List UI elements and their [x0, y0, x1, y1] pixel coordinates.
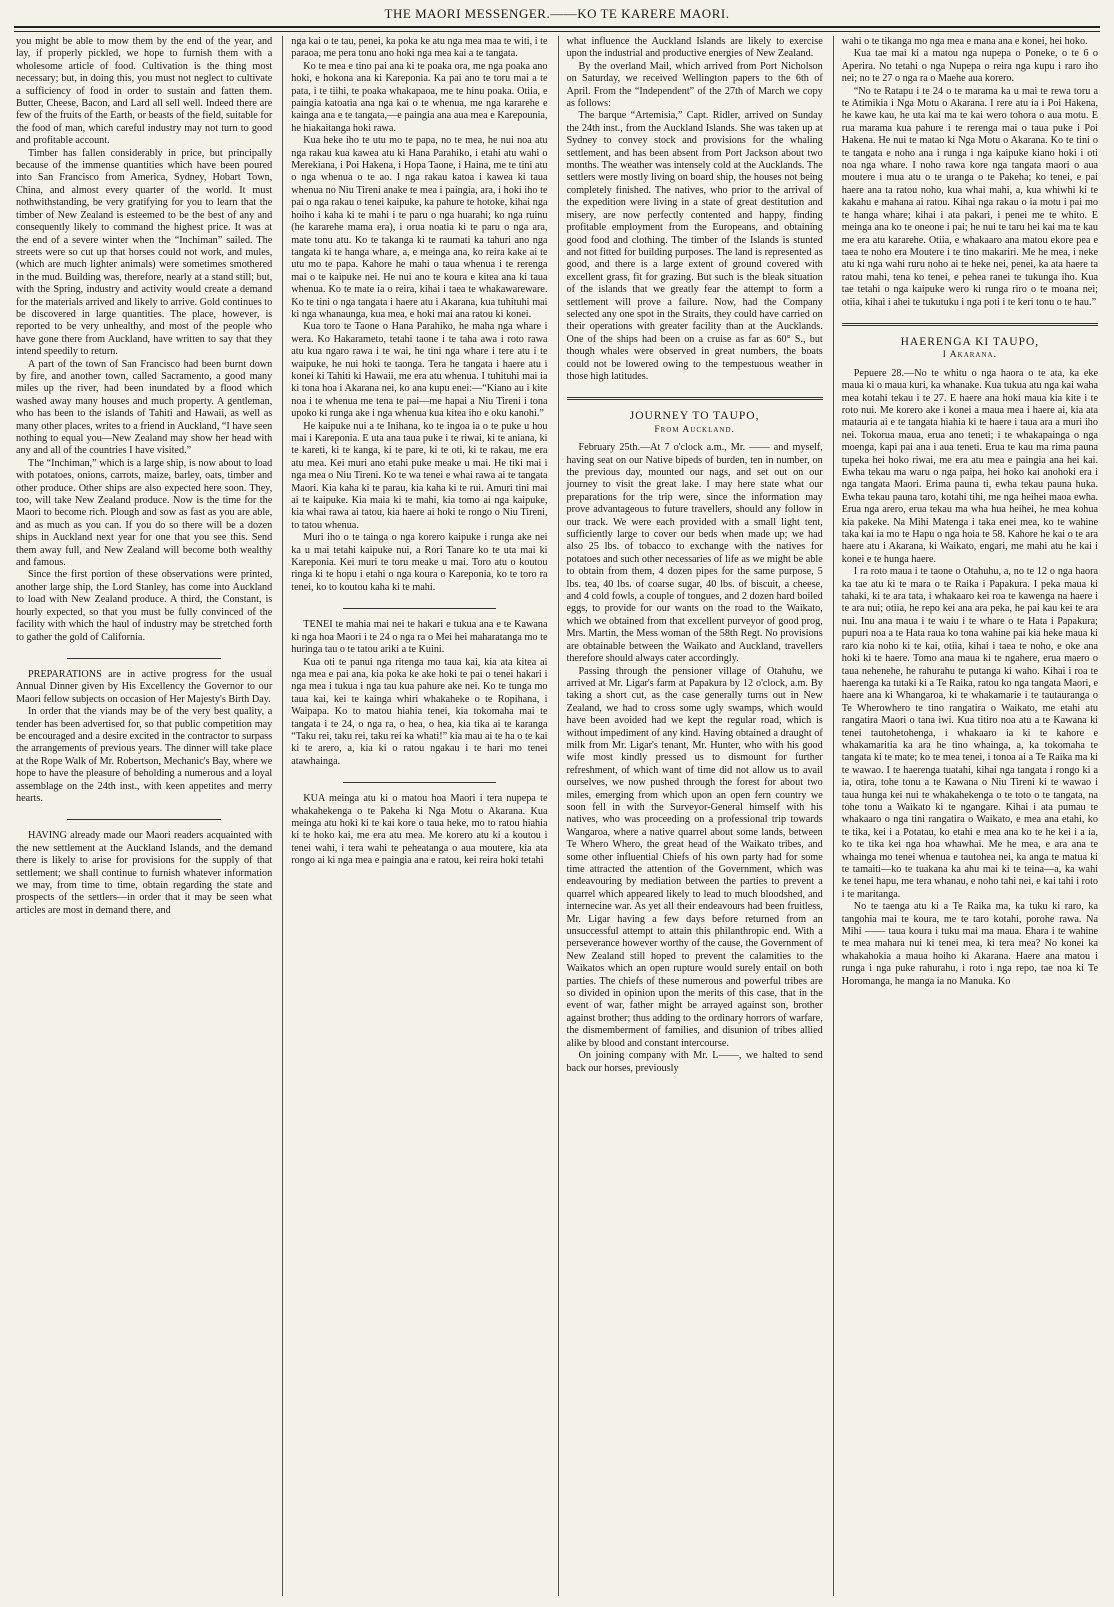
col1-para-8: HAVING already made our Maori readers acquainted with the new settlement at the Auckland Islands, and the demand there is likely to arise for provisions for the supply of that settlement; we shall continue to furnish whatever information we may, from time to time, obtain regarding the state and prospects of the settlers—in order that it may be seen what articles are most in demand there, and [16, 830, 273, 916]
column-3 [558, 36, 825, 1596]
col4-heading: HAERENGA KI TAUPO, [900, 335, 1040, 348]
col2-para-4: Kua toro te Taone o Hana Parahiko, he maha nga whare i wera. Ko Hakarameto, tetahi taone i te taha awa i roto rawa atu kua ngaro rawa i te wai, he tini nga whare i tere atu i te waipuke, he nui hoki te taonga. Tera he tangata i haere atu i konei ki Tahiti ki Hawaii, me era atu whenua. I tuhituhi mai ia ki tona hoa i Akarana nei, ko ana kupu enei:—“Kiano au i kite noa i te whenua me tena te pai—me hapai a Niu Tireni i tona upoko ki runga ake i nga whenua kua kitea iho e oku kanohi.” [291, 321, 548, 420]
col4-para-2: Kua tae mai ki a matou nga nupepa o Poneke, o te 6 o Aperira. No tetahi o nga Nupepa o reira nga kupu i raro iho nei; no te 27 o nga ra o Maehe aua korero. [841, 48, 1098, 85]
col4-para-6: No te taenga atu ki a Te Raika ma, ka tuku ki raro, ka tangohia mai te koura, me te taro kotahi, porohe rawa. Na Mihi —— taua koura i tuku mai ma maua. Ehara i te wahine te mea mahara nui ki tenei mea, ki tera mea? No konei ka whakahokia a maua hoiho ki Akarana. Haere ana matou i runga i nga puke rahurahu, i roto i nga repo, tae noa ki Te Horomanga, he manga ia no Manuka. Ko [841, 901, 1098, 987]
col2-divider-1 [343, 608, 497, 609]
col4-para-3: “No te Ratapu i te 24 o te marama ka u mai te rewa toru a te Atimikia i Nga Motu o Akarana. I rere atu ia i Poi Hakena, he kawe kau, he uta kai ma te kai wero tohora o aua motu. E rua marama kua pahure i te rerenga mai o taua puke i Poi Hakena. He nui te matao ki Nga Motu o Akarana. Ko te tini o te tangata e noho ana i runga i nga kaipuke kiano hoki i oti noa nga whare. I noho rawa kore nga tangata maori o aua moutere i mua atu o te uranga o te Pakeha; ko tenei, e pai haere ana ta ratou noho, kua whai mahi, a, kua whiwhi ki te kakahu e mahana ai ratou. Kihai nga rakau o ia motu i pai mo te hanga whare; kihai i ata pakari, i penei me te whito. E meinga ana ko te oneone i pai; he nui te taru hei kai ma te kau me era atu kararehe. Otiia, e whakaaro ana matou ekore pea e taea te noho era Moutere i te tino makariri. Me he mea, i neke atu ki nga wahi ruru noho ai te heke nei, penei, ka ata haere ta ratou mahi, tena ko tenei, e pehea ranei te tukunga iho. Kua tae tetahi o nga kaipuke wero ki runga riro o te moana nei; otiia, kihai i ahei te tukutuku i nga poti i te keri tonu o te hau.” [841, 85, 1098, 308]
col2-para-8: Kua oti te panui nga ritenga mo taua kai, kia ata kitea ai nga mea e pai ana, kia poka ke ake hoki te pai o tenei hakari i nga mea i tukua i nga tau kua pahure ake nei. Ko te tunga mo taua kai, kei te kainga whiri whakaheke o te Ropihana, i Waipapa. Ko to matou hiahia tenei, kia tokomaha mai te tangata i te 24, o nga ra, o hea, o hea, kia tika ai te karanga “Taku rei, taku rei, taku rei ka whati!” kia mau ai te ha o te kai ki te arero, a, kia ki o ratou ngakau i te hari mo tenei atawhainga. [291, 656, 548, 767]
masthead-rule [14, 26, 1100, 32]
col4-para-4: Pepuere 28.—No te whitu o nga haora o te ata, ka eke maua ki o maua kuri, ka whanake. Kua tukua atu nga kai waha mea kotahi tekau i te 27. E haere ana hoki maua kia kite i te roto nui. Me korero ake i konei a maua mea i haere ai, kia ata matauria ai e te tangata hiahia ki te haere i taua ara a muri iho nei. Tokorua maua, erua ano teneti; i te whakapainga o nga moenga, kapi pai ana i aua teneti. Erua te kau ma rima pauna tupeka hei hoko riwai, me era atu mea e paingia ana hei kai. Ewha tekau ma waru o nga paipa, hei hoko kai anohoki era i nga tangata Maori. Erima pauna ti, ewha tekau pauna huka. Ewha tekau pauna taro, kotahi tihi, me nga heihei maoa ewha. Erua nga arero, erua tekau ma wha hua heihei, he mea kohua kia pakeke. Na Mihi Matenga i taka enei mea, ko te wahine taka kai ia mo te Hapu o nga hoia te 58. Kahore he kai o te ara haere atu i Akarana, ki Waikato, engari, me mahi atu he kai i konei e te hunga haere. [841, 367, 1098, 565]
col1-para-6: PREPARATIONS are in active progress for the usual Annual Dinner given by His Excellency the Governor to our Maori fellow subjects on occasion of Her Majesty's Birth Day. [16, 668, 273, 705]
col2-para-5: He kaipuke nui a te Inihana, ko te ingoa ia o te puke u hou mai i Kareponia. E uta ana taua puke i te riwai, ki te aniana, ki te kareti, ki te kanga, ki te pare, ki te oti, ki te rakau, me era atu mea. Kei muri ano etahi puke meake u mai. He tiki mai i nga mea o Niu Tireni. Ko te wa tenei e whai rawa ai te tangata Maori. Kia kaha ki te parau, kia kaha ki te rui. Amuri tini mai ai te kaipuke. Kia maia ki te mahi, kia tomo ai nga kaipuke, kia whai rawa ai tatou, kia haere ai hoki te rongo o Niu Tireni, to tatou whenua. [291, 420, 548, 531]
col4-subheading: I Akarana. [942, 350, 997, 361]
columns [14, 36, 1100, 1596]
col1-para-4: The “Inchiman,” which is a large ship, is now about to load with potatoes, onions, carrots, maize, barley, oats, timber and other produce. Other ships are also expected here soon. They, too, will take New Zealand produce. Now is the time for the Maori to become rich. Plough and sow as fast as you are able, and as much as you can. If you do so there will be a dozen ships in Auckland next year for one that you see this. Send them away full, and New Zealand will become both wealthy and famous. [16, 457, 273, 569]
col3-para-1: what influence the Auckland Islands are likely to exercise upon the industrial and productive energies of New Zealand. [566, 36, 823, 60]
col2-para-7: TENEI te mahia mai nei te hakari e tukua ana e te Kawana ki nga hoa Maori i te 24 o nga ra o Mei hei maharatanga mo te huringa tau o te tatou ariki a te Kuini. [291, 619, 548, 656]
column-2 [282, 36, 549, 1596]
col3-para-4: February 25th.—At 7 o'clock a.m., Mr. —— and myself, having seat on our Native bipeds of burden, ten in number, on the previous day, mounted our nags, and set out on our journey to visit the great lake. I may here state what our preparations for the trip were, since the information may prove advantageous to future travellers, should any follow in our track. We were each provided with a small light tent, sufficiently large to cover our beds when made up; we had also 25 lbs. of tobacco to exchange with the natives for potatoes and such other necessaries of life as we might be able to obtain from them, 4 dozen pipes for the same purpose, 5 lbs. tea, 40 lbs. of coarse sugar, 40 lbs. of biscuit, a cheese, and 4 cold fowls, a couple of tongues, and 2 dozen hard boiled eggs, to provide for our wants on the road to the Waikato, which we obtained from that excellent purveyor of good prog, Mrs. Martin, the Mess woman of the 58th Regt. No provisions are obtainable between the Waikato and Auckland, travellers therefore should always cater accordingly. [566, 442, 823, 665]
column-1 [14, 36, 274, 1596]
col4-para-5: I ra roto maua i te taone o Otahuhu, a, no te 12 o nga haora ka tae atu ki te mara o te Raika i Papakura. I peka maua ki tahaki, ki te ara tata, i whakaaro kei roa te kawenga na haere i te ara nui; otiia, he repo kei ana ara peka, he pai kau kei te ara nui. Inu ana maua i te waiu i te whare o te Hata i Papakura; pupuri noa a te Hata raua ko tona wahine pai kia heke maua ki raro kia noho ki te kai, otiia, kihai i taea te noho, e oke ana hoki ki te haere. Tomo ana maua ki te ngahere, erua maero o taua nehenehe, he rahurahu te putanga ki waho. Kihai i roa te haerenga ka tutaki ki a Te Raika, ratou ko nga tangata Maori, e haere ana ki Whangaroa, ki te whakamarie i te tautauranga o Te Wherowhero te tino rangatira o Waikato, me etahi atu rangatira Maori o tana iwi. Kua titiro noa atu a te Kawana ki tenei tautohetohenga, i whakaaro ia ki te kahore e whakamaritia ka ara he tino whainga, a, ka tokomaha te tangata ki te mate; ko te mea tenei, i tonoa ai a Te Raika ma ki te wawao. I te haerenga tuatahi, kihai nga tangata i rongo ki a ia, otira, tohe tonu a te Kawana o Niu Tireni ki te wawao i taua hunga kei nui te whakahekenga o te toto o te tangata, na tohe tonu a Waikato ki te ngangare. Kihai i ata pumau te whakaaro o nga tini rangatira o Waikato, e mea ana etahi, ko te tika, kei i a Potatau, ko etahi e mea ana ko te he kei i a ia, ko te tika kei nga hoa whawhai. Me he mea, e ara ana te whainga mo tenei whenua e tautohea nei, ka anga te matua ki te tamaiti—ko te tuakana ka ahu mai ki te teina—a, ka wahi ke tenei hapu, me tera whanau, e noho tahi nei, e kai tahi i roto i te maritanga. [841, 566, 1098, 900]
column-4 [833, 36, 1100, 1596]
col4-para-1: wahi o te tikanga mo nga mea e mana ana e konei, hei hoko. [841, 36, 1088, 47]
col2-para-3: Kua heke iho te utu mo te papa, no te mea, he nui noa atu nga rakau kua kawea atu ki Hana Parahiko, i etahi atu wahi o Merekiana, i Poi Hakena, i Hopa Taone, i Haina, me te tini atu o nga whenua o te ao. I nga rakau katoa i kawea ki taua whenua no Niu Tireni anake te mea i paingia, ara, i hoki iho te pai o nga rakau o tenei kaipuke, ka pahure te hotoke, kihai nga hoiho i kaha ki te mahi i te paru o nga huarahi; ko nga ruinu (he kararehe mama era), i orua noatia ki te paru o nga ara, mate tonu atu. Ko te takanga ki te raumati ka tahuri ano nga tangata ki te hanga whare, a, e meinga ana, ko reira kake ai te utu mo te papa. Kahore he mahi o taua whenua i te rerenga mai o te kaipuke nei. He nui ano te koura e kitea ana ki taua whenua. Ko te mate ia o reira, kihai i taea te whakawareware. Ko te tini o nga tangata i haere atu i Akarana, kua tuhituhi mai ki nga whanaunga, kua mea, e hoki mai ana ratou ki konei. [291, 135, 548, 320]
col3-para-2: By the overland Mail, which arrived from Port Nicholson on Saturday, we received Wellington papers to the 6th of April. From the “Independent” of the 27th of March we copy as follows: [566, 60, 823, 110]
col2-para-6: Muri iho o te tainga o nga korero kaipuke i runga ake nei ka u mai tetahi kaipuke nui, a Rori Tanare ko te uta mai ki Kareponia. Kei muri te toru meake u mai. Toro atu o koutou ringa ki te hopu i etahi o nga koura o Kareponia, ko te toro ra tenei, ko to koutou kaha ki te mahi. [291, 532, 548, 593]
col1-divider-1 [67, 658, 221, 659]
col1-para-1: you might be able to mow them by the end of the year, and lay, if properly pickled, we hope to furnish them with a wholesome article of food. Cultivation is the thing most necessary; but, in doing this, you must not neglect to cultivate a sufficiency of food in order to sustain and fatten them. Butter, Cheese, Bacon, and Lard all sell well. Indeed there are few of the fruits of the Earth, or beasts of the field, suitable for the food of man, which careful industry may not turn to good and profitable account. [16, 36, 273, 147]
col3-subheading: From Auckland. [654, 424, 735, 435]
col3-para-5: Passing through the pensioner village of Otahuhu, we arrived at Mr. Ligar's farm at Papakura by 12 o'clock, a.m. By taking a short cut, as the case generally turns out in New Zealand, we had to cross some ugly swamps, which would have been avoided had we kept the regular road, which is without impediment of any kind. Having obtained a draught of milk from Mr. Ligar's tenant, Mr. Hunter, who with his good wife most kindly pressed us to dismount for further refreshment, of which want of time did not allow us to avail ourselves, we now pushed through the forest for about two miles, emerging from which upon an open fern country we soon fell in with the Surveyor-General himself with his natives, who was proceeding on a professional trip towards Wangaroa, where a native quarrel about some lands, between Te Whero Whero, the great head of the Waikato tribes, and some other influential Chiefs of his own party had for some time attracted the attention of the Government, which was endeavouring by mediation between the parties to prevent a quarrel which appeared likely to lead to much bloodshed, and internecine war. As yet all their endeavours had been fruitless, Mr. Ligar having a few days before returned from an unsuccessful attempt to attain this philanthropic end. With a perseverance however worthy of the cause, the Government of New Zealand still hoped to prevent the calamities to the Waikatos which an open rupture would surely entail on both parties. The chiefs of these numerous and powerful tribes are so divided in opinion upon the merits of this case, that in the event of war, father might be arrayed against son, brother against brother; thus adding to the ordinary horrors of warfare, the dismemberment of families, and disunion of tribes allied alike by blood and constant intercourse. [566, 665, 823, 1049]
col2-para-1: nga kai o te tau, penei, ka poka ke atu nga mea maa te witi, i te paraoa, me pera tonu ano hoki nga mea kai a te tangata. [291, 36, 548, 60]
col3-para-3: The barque “Artemisia,” Capt. Ridler, arrived on Sunday the 24th inst., from the Auckland Islands. She was taken up at Sydney to convey stock and provisions for the whaling settlement, and has been absent from Port Jackson about two months. The weather was intensely cold at the Aucklands. The settlers were mostly living on board ship, the houses not being completely finished. The natives, who prior to the arrival of the expedition were living in a state of great destitution and misery, are now perfectly contented and happy, finding profitable employment from the Europeans, and obtaining good food and clothing. The timber of the Islands is stunted and not fitted for building purposes. The land is represented as good, and there is a large extent of ground covered with excellent grass, fit for grazing. But such is the bleak situation of the islands that we greatly fear the attempt to form a settlement will prove a failure. Now, had the Company selected any one spot in the Straits, they could have carried on their operations with greater facility than at the Aucklands. One of the ships had been on a cruise as far as 60° S., but though whales were observed in great numbers, the boats could not be lowered owing to the tempestuous weather in those high latitudes. [566, 110, 823, 382]
col3-section-rule [567, 397, 823, 400]
col2-para-9: KUA meinga atu ki o matou hoa Maori i tera nupepa te whakahekenga o te Pakeha ki Nga Motu o Akarana. Kua meinga atu hoki ki te kai kore o taua heke, mo to ratou hiahia ki te hoko kai, me era atu mea. Me korero atu ki a koutou i tenei wahi, i tera wahi te peheatanga o aua moutere, kia ata rongo ai ki nga mea e paingia ana e ratou, kei reira hoki tetahi [291, 793, 548, 867]
col4-section-rule [842, 323, 1098, 326]
col1-para-3: A part of the town of San Francisco had been burnt down by fire, and another town, called Sacramento, a good many miles up the river, had been inundated by a flood which washed away many houses and much property. A gentleman, who has been to the islands of Tahiti and Hawaii, as well as many other places, writes to a friend in Auckland, “I have seen nothing to equal you—New Zealand may show her head with any and all of the countries I have visited.” [16, 358, 273, 457]
col1-para-5: Since the first portion of these observations were printed, another large ship, the Lord Stanley, has come into Auckland to load with New Zealand produce. A third, the Constant, is hourly expected, so that you must be fully convinced of the facility with which the haul of industry may be stretched forth to gather the gold of California. [16, 569, 273, 643]
col1-para-2: Timber has fallen considerably in price, but principally because of the immense quantities which have been poured into San Francisco from America, Sydney, Hobart Town, China, and almost every quarter of the world. It must nothwithstanding, be very gratifying for you to learn that the timber of New Zealand is esteemed to be the best of any and consequently likely to command the highest price. It was at the end of a severe winter when the “Inchiman” sailed. The streets were so cut up that horses could not work, and mules, (which are much lighter animals) were sometimes smothered in the mud. Building was, therefore, nearly at a stand still; but, with the Spring, industry and activity would create a demand for the materials arrived and likely to arrive. Gold continues to be discovered in large quantities. The place, however, is reported to be very unhealthy, and most of the people who have gone there from Auckland, have written to say that they intend speedily to return. [16, 147, 273, 358]
masthead: THE MAORI MESSENGER.——KO TE KARERE MAORI. [384, 6, 730, 21]
col3-para-6: On joining company with Mr. L——, we halted to send back our horses, previously [566, 1050, 823, 1074]
col3-heading: JOURNEY TO TAUPO, [629, 410, 760, 423]
col2-divider-2 [343, 782, 497, 783]
col1-divider-2 [67, 819, 221, 820]
col2-para-2: Ko te mea e tino pai ana ki te poaka ora, me nga poaka ano hoki, e hokona ana ki Kareponia. Ka pai ano te toru mai a te pata, i te tiihi, te poaka whakapaoa, me te hinu poaka. Otiia, e paingia katoatia ana nga kai o te whenua, me nga kararehe e kainga ana e te tangata,—e paingia ana aua mea e Karepounia, he hiakaitanga hoki rawa. [291, 60, 548, 134]
col1-para-7: In order that the viands may be of the very best quality, a tender has been advertised for, so that public competition may be encouraged and a desire excited in the contractor to surpass the arrangements of previous years. The dinner will take place at the Rope Walk of Mr. Robertson, Mechanic's Bay, where we hope to have the pleasure of beholding a numerous and a loyal assemblage on the 24th inst., with keen appetites and merry hearts. [16, 706, 273, 804]
